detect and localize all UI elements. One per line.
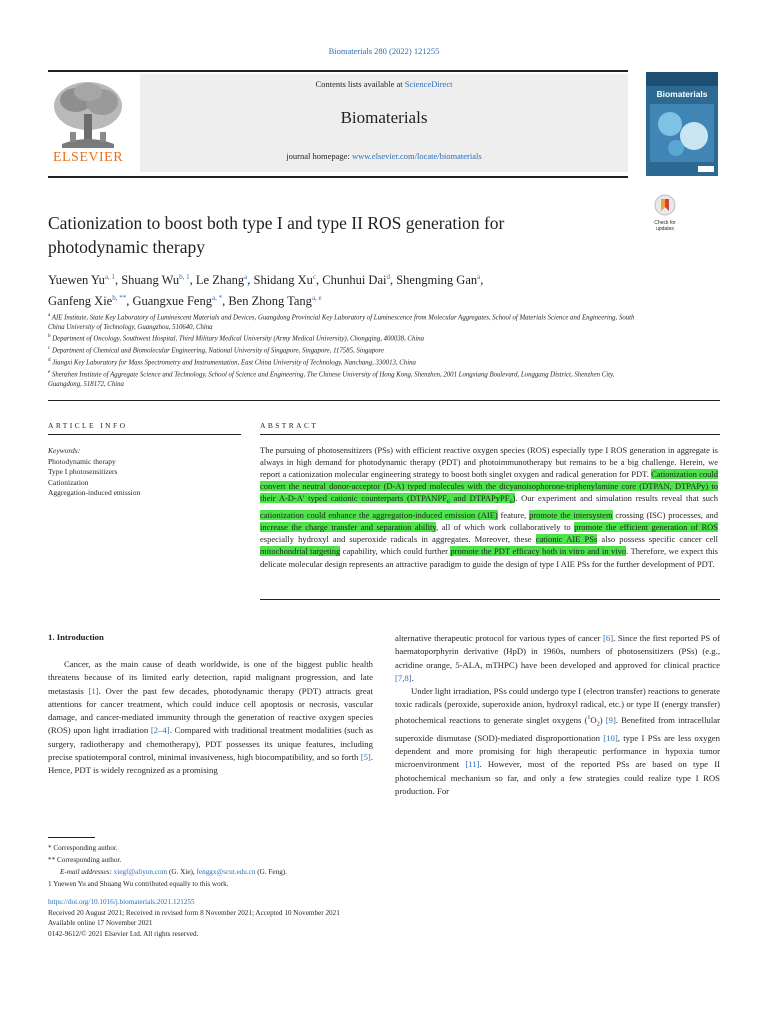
author-affiliation-marker[interactable]: a, *: [211, 294, 223, 303]
keyword-item: Aggregation-induced emission: [48, 488, 141, 497]
author-affiliation-marker[interactable]: c: [312, 273, 316, 281]
keywords-label: Keywords:: [48, 446, 81, 455]
equal-contribution-note: 1 Yuewen Yu and Shuang Wu contributed equally to this work.: [48, 880, 229, 888]
affiliation-marker: b: [48, 334, 51, 340]
publisher-wordmark: ELSEVIER: [52, 150, 124, 165]
affiliation: [48, 332, 638, 344]
abstract-bottom-rule: [260, 599, 720, 600]
article-info-rule: [48, 434, 241, 435]
abstract-sentence: capability, which could further: [340, 546, 451, 557]
abstract-sentence: crossing (ISC) processes, and: [612, 510, 718, 521]
corresponding-author-note: * Corresponding author.: [48, 844, 118, 852]
affiliation-text: AIE Institute, State Key Laboratory of Luminescent Materials and Devices, Guangdong Provincial Key Laboratory of Luminescence from Molecular Aggregates, School of Materials Science and Engineering, South China University of Technology, Guangzhou, 510640, China: [48, 314, 635, 331]
citation-link[interactable]: [9]: [605, 714, 616, 725]
affiliation-marker: c: [48, 346, 51, 352]
abstract-sentence: feature,: [497, 510, 530, 521]
author-name[interactable]: Ben Zhong Tang: [228, 294, 312, 309]
author-name[interactable]: Chunhui Dai: [322, 273, 387, 288]
doi-link[interactable]: https://doi.org/10.1016/j.biomaterials.2021.121255: [48, 898, 195, 906]
check-updates-label: Check for updates: [654, 220, 676, 232]
paragraph: Cancer, as the main cause of death worldwide, is one of the biggest public health threatens because of its limited early detection, rapid malignant progression, and late metastasis [1]. Over the past few decades, photodynamic therapy (PDT) attracts great attentions for cancer treatment, which could induce cell apoptosis or necrosis, vascular damage, and cancer-mediated immunity through the generation of reactive oxygen species (ROS) upon light irradiation [2–4]. Compared with traditional treatment modalities (such as surgery, radiotherapy and chemotherapy), PDT possesses its unique features, including precise spatiotemporal control, minimal invasiveness, high biocompatibility, and so forth [5]. Hence, PDT is widely recognized as a promising: [48, 659, 373, 776]
author-separator: ,: [315, 273, 323, 288]
check-updates-icon: [654, 194, 676, 216]
keyword-item: Photodynamic therapy: [48, 456, 116, 466]
author-name[interactable]: Ganfeng Xie: [48, 294, 113, 309]
homepage-prefix: journal homepage:: [286, 151, 352, 161]
highlight: mitochondrial targeting: [260, 546, 341, 557]
author-separator: ,: [126, 294, 133, 309]
body-column-right: [395, 632, 720, 798]
affiliation-marker: d: [48, 358, 51, 364]
contents-line: [140, 79, 628, 89]
cover-artwork: [646, 72, 718, 176]
footnote-rule: [48, 837, 95, 838]
affiliation-text: Department of Chemical and Biomolecular Engineering, National University of Singapore, Singapore, 117585, Singapore: [51, 347, 385, 355]
author-affiliation-marker[interactable]: d: [386, 273, 390, 281]
abstract-sentence: The pursuing of photosensitizers (PSs) with efficient reactive oxygen species (ROS) especially type I ROS generation in aggregate is always in high demand for photodynamic therapy (PDT) and photoimmunotherapy but remains to be a big challenge. Herein, we report a cationization molecular engineering strategy to boost both singlet oxygen and radical generation for PDT.: [260, 445, 718, 480]
citation-link[interactable]: [2–4]: [150, 725, 170, 736]
highlight: promote the intersystem: [529, 510, 613, 521]
citation-link[interactable]: [11]: [465, 759, 480, 770]
online-date: Available online 17 November 2021: [48, 919, 153, 928]
author-name[interactable]: Shuang Wu: [121, 273, 180, 288]
author-separator: ,: [222, 294, 229, 309]
highlight: promote the PDT efficacy both in vitro and in vivo: [450, 546, 627, 557]
received-dates: Received 20 August 2021; Received in revised form 8 November 2021; Accepted 10 November 2021: [48, 908, 340, 917]
author-name[interactable]: Yuewen Yu: [48, 273, 105, 288]
author-list: [48, 268, 628, 310]
journal-reference[interactable]: Biomaterials 280 (2022) 121255: [328, 46, 440, 56]
abstract-sentence: also possess specific cancer cell: [597, 534, 719, 545]
abstract-text: [260, 444, 718, 570]
email-link[interactable]: xiegf@aliyun.com: [113, 868, 168, 876]
footnotes: [48, 842, 468, 890]
author-affiliation-marker[interactable]: b, **: [112, 294, 127, 303]
affiliation-marker: a: [48, 313, 51, 318]
paragraph: alternative therapeutic protocol for various types of cancer [6]. Since the first reported PS of haematoporphyrin derivative (HpD) in 1960s, numbers of photosensitizers (PSs) (e.g., acridine orange, 5-ALA, mTHPC) have been developed and approved for clinical practice [7,8].: [395, 633, 720, 683]
email-link[interactable]: fenggx@scut.edu.cn: [196, 868, 256, 876]
author-separator: ,: [114, 273, 122, 288]
check-for-updates-badge[interactable]: [648, 194, 682, 230]
abstract-sentence: . Therefore, we expect this delicate molecular design represents an attractive paradigm to guide the design of type I AIE PSs for the further development of PDT.: [260, 546, 718, 569]
abstract-sentence: , all of which work collaboratively to: [436, 522, 575, 533]
author-affiliation-marker[interactable]: a, 1: [104, 273, 115, 281]
affiliation-text: Shenzhen Institute of Aggregate Science and Technology, School of Science and Engineering, The Chinese University of Hong Kong, Shenzhen, 2001 Longxiang Boulevard, Longgang District, Shenzhen City, Guangdong, 518172, China: [48, 371, 615, 388]
keyword-item: Type I photosensitizers: [48, 467, 118, 476]
contents-prefix: Contents lists available at: [315, 79, 405, 89]
author-affiliation-marker[interactable]: b, 1: [179, 273, 190, 281]
keyword-item: Cationization: [48, 477, 89, 487]
affiliation-text: Department of Oncology, Southwest Hospital, Third Military Medical University (Army Medical University), Chongqing, 400038, China: [52, 335, 425, 343]
email-line: E-mail addresses: xiegf@aliyun.com (G. Xie), fenggx@scut.edu.cn (G. Feng).: [60, 868, 287, 876]
homepage-link[interactable]: www.elsevier.com/locate/biomaterials: [351, 151, 482, 161]
highlight: increase the charge transfer and separation ability: [260, 522, 437, 533]
highlight: promote the efficient generation of ROS: [574, 522, 718, 533]
abstract-rule: [260, 434, 720, 435]
affiliation: [48, 368, 638, 389]
affiliation-text: Jiangxi Key Laboratory for Mass Spectrometry and Instrumentation, East China University of Technology, Nanchang, 330013, China: [52, 359, 416, 367]
affiliation-marker: e: [48, 370, 51, 376]
section-separator: [48, 400, 720, 401]
highlight: cationic AIE PSs: [535, 534, 598, 545]
author-name[interactable]: Guangxue Feng: [132, 294, 212, 309]
abstract-sentence: especially hydroxyl and superoxide radicals in aggregates. Moreover, these: [260, 534, 536, 545]
section-heading-introduction: 1. Introduction: [48, 632, 104, 642]
sciencedirect-link[interactable]: ScienceDirect: [404, 79, 453, 89]
author-separator: ,: [480, 273, 484, 288]
author-separator: ,: [189, 273, 196, 288]
cover-title: Biomaterials: [656, 89, 708, 99]
author-name[interactable]: Shidang Xu: [253, 273, 313, 288]
journal-cover[interactable]: [646, 72, 718, 176]
affiliation: [48, 356, 638, 368]
author-affiliation-marker[interactable]: a: [244, 273, 248, 281]
body-column-left: [48, 658, 373, 778]
author-affiliation-marker[interactable]: a, e: [311, 294, 322, 303]
author-separator: ,: [389, 273, 397, 288]
keywords-block: [48, 446, 241, 499]
header-bottom-rule: [48, 176, 628, 178]
article-title: [48, 211, 608, 259]
affiliation: [48, 311, 638, 332]
article-info-heading: ARTICLE INFO: [48, 421, 128, 430]
title-line-1: Cationization to boost both type I and type II ROS generation for: [48, 213, 505, 233]
citation-link[interactable]: [1]: [88, 685, 99, 696]
journal-homepage: [140, 151, 628, 161]
corresponding-author-note: ** Corresponding author.: [48, 856, 122, 864]
author-separator: ,: [247, 273, 254, 288]
author-name[interactable]: Le Zhang: [195, 273, 245, 288]
abstract-heading: ABSTRACT: [260, 421, 319, 430]
author-name[interactable]: Shengming Gan: [396, 273, 478, 288]
header-top-rule: [48, 70, 628, 72]
copyright: 0142-9612/© 2021 Elsevier Ltd. All rights reserved.: [48, 929, 199, 938]
citation-link[interactable]: [10]: [603, 732, 618, 743]
title-line-2: photodynamic therapy: [48, 237, 205, 257]
article-metadata: [48, 897, 548, 939]
journal-name: Biomaterials: [340, 108, 428, 127]
abstract-sentence: . Our experiment and simulation results reveal that such: [515, 493, 718, 504]
highlight: Cationization could convert the neutral donor-acceptor (D-A) typed molecules with the dicyanoisophorone-triphenylamine core (DTPAN, DTPAPy) to their A-D-A' typed cationic counterparts ($DTPANPF_6$ and DTPAPyPF$_6$): [260, 469, 718, 507]
paragraph: Under light irradiation, PSs could undergo type I (electron transfer) reactions to generate toxic radicals (peroxide, superoxide anion, hydroxyl radical, etc.) or type II (energy transfer) photochemical reactions to generate singlet oxygens $(^1O_2)$ [9]. Benefited from intracellular superoxide dismutase (SOD)-mediated disproportionation [10], type I PSs are less oxygen dependent and more promising for high therapeutic performance in hypoxia tumor microenvironment [11]. However, most of the reported PSs are based on type II photochemical mechanism so far, and only a few strategies could realize type I ROS production. For: [395, 686, 720, 796]
affiliation: [48, 344, 638, 356]
highlight: cationization could enhance the aggregation-induced emission (AIE): [260, 510, 498, 521]
citation-link[interactable]: [5]: [360, 752, 371, 763]
affiliation-list: [48, 311, 638, 389]
author-affiliation-marker[interactable]: a: [477, 273, 481, 281]
citation-link[interactable]: [7,8]: [395, 672, 412, 683]
citation-link[interactable]: [6]: [603, 633, 614, 643]
